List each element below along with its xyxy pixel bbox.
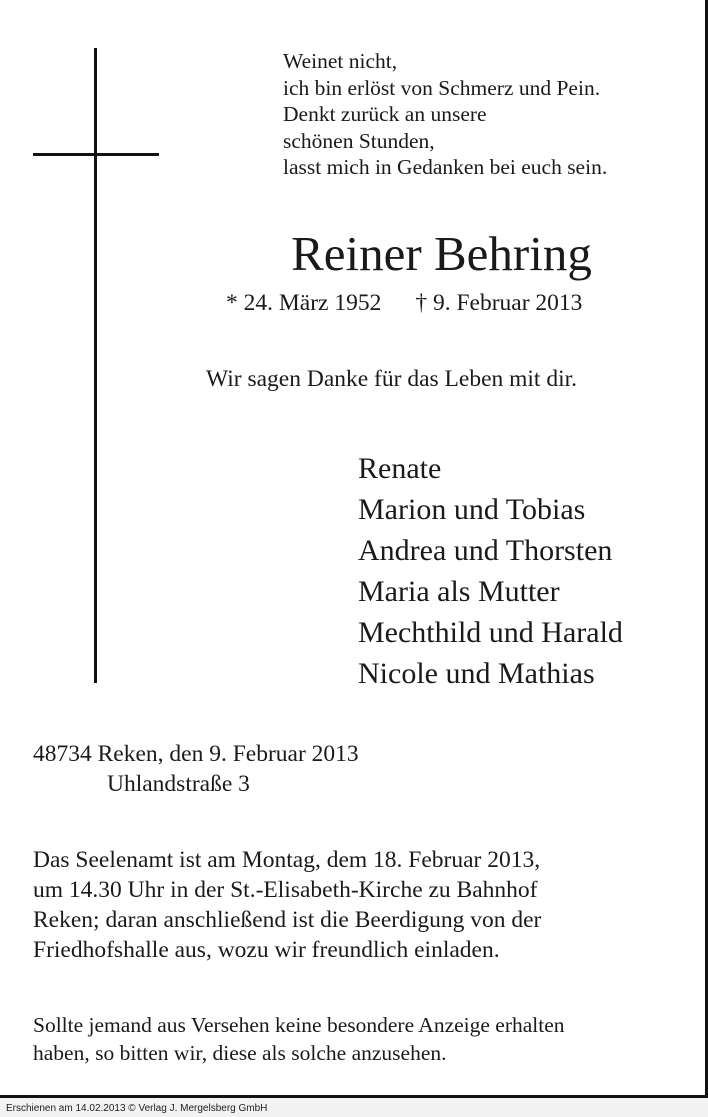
- service-line: Friedhofshalle aus, wozu wir freundlich einladen.: [33, 937, 500, 963]
- service-line: Das Seelenamt ist am Montag, dem 18. Februar 2013,: [33, 847, 541, 873]
- service-info: [33, 845, 541, 965]
- poem-line: ich bin erlöst von Schmerz und Pein.: [283, 75, 601, 100]
- mourner: Nicole und Mathias: [358, 657, 595, 690]
- notice: [33, 1011, 565, 1067]
- mourner: Renate: [358, 452, 442, 485]
- notice-line: haben, so bitten wir, diese als solche anzusehen.: [33, 1041, 447, 1065]
- poem-line: Denkt zurück an unsere: [283, 102, 487, 126]
- service-line: Reken; daran anschließend ist die Beerdigung von der: [33, 907, 542, 933]
- address-block: [33, 739, 359, 799]
- poem-line: lasst mich in Gedanken bei euch sein.: [283, 155, 608, 179]
- cross-icon-horizontal: [33, 153, 159, 156]
- service-line: um 14.30 Uhr in der St.-Elisabeth-Kirche zu Bahnhof: [33, 877, 538, 903]
- poem-line: Weinet nicht,: [283, 49, 398, 73]
- life-dates: [226, 288, 582, 318]
- notice-line: Sollte jemand aus Versehen keine besondere Anzeige erhalten: [33, 1013, 565, 1037]
- poem: [283, 48, 607, 181]
- mourner: Mechthild und Harald: [358, 616, 623, 649]
- birth-date: * 24. März 1952: [226, 290, 382, 316]
- mourner: Marion und Tobias: [358, 493, 586, 526]
- publication-footer: Erschienen am 14.02.2013 © Verlag J. Mergelsberg GmbH: [6, 1103, 268, 1114]
- deceased-name: Reiner Behring: [291, 226, 592, 281]
- street: Uhlandstraße 3: [107, 771, 250, 797]
- thanks-line: Wir sagen Danke für das Leben mit dir.: [206, 366, 578, 392]
- mourner: Andrea und Thorsten: [358, 534, 613, 567]
- poem-line: schönen Stunden,: [283, 128, 435, 153]
- mourners-list: [358, 448, 623, 694]
- death-date: † 9. Februar 2013: [415, 290, 583, 316]
- cross-icon-vertical: [94, 48, 97, 683]
- place-date: 48734 Reken, den 9. Februar 2013: [33, 741, 359, 767]
- mourner: Maria als Mutter: [358, 575, 560, 608]
